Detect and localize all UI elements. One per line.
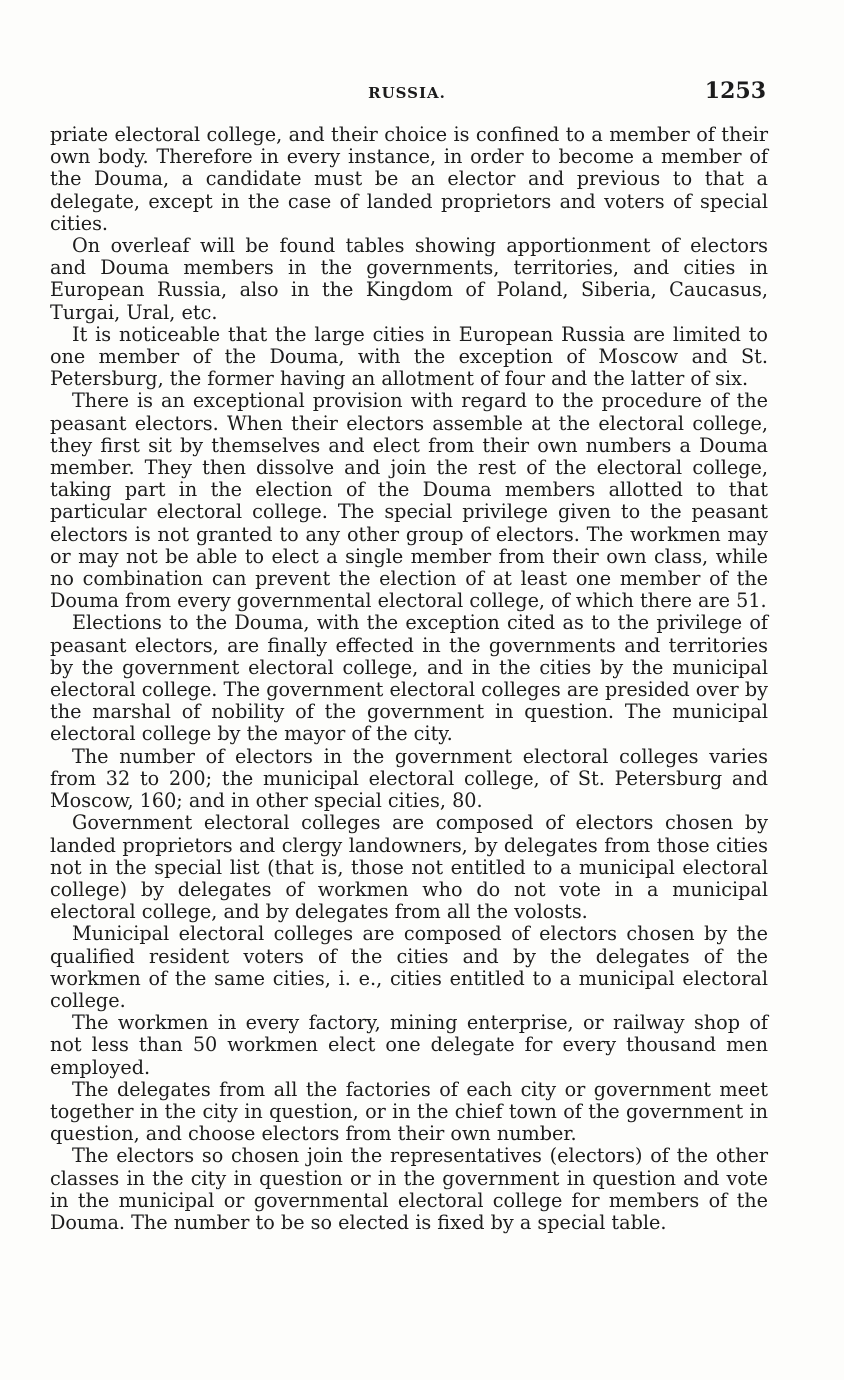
paragraph: Elections to the Douma, with the exception cited as to the privilege of peasant electors, are finally effected in the governments and territories by the government electoral college, and in the cities by the municipal electoral college. The government electoral colleges are presided over by the marshal of nobility of the government in question. The municipal electoral college by the mayor of the city. bbox=[50, 611, 768, 746]
page-header bbox=[48, 78, 766, 108]
paragraph: On overleaf will be found tables showing apportionment of electors and Douma members in the governments, territories, and cities in European Russia, also in the Kingdom of Poland, Siberia, Caucasus, Turgai, Ural, etc. bbox=[50, 234, 768, 324]
page-number: 1253 bbox=[704, 78, 766, 104]
paragraph: Government electoral colleges are composed of electors chosen by landed proprietors and clergy landowners, by delegates from those cities not in the special list (that is, those not entitled to a municipal electoral college) by delegates of workmen who do not vote in a municipal electoral college, and by delegates from all the volosts. bbox=[50, 811, 768, 924]
body-text bbox=[50, 124, 768, 1234]
paragraph-continuation: priate electoral college, and their choice is confined to a member of their own body. Therefore in every instance, in order to become a member of the Douma, a candidate must be an elector and previous to that a delegate, except in the case of landed proprietors and voters of special cities. bbox=[50, 123, 768, 235]
paragraph: Municipal electoral colleges are composed of electors chosen by the qualified resident voters of the cities and by the delegates of the workmen of the same cities, i. e., cities entitled to a municipal electoral college. bbox=[50, 922, 768, 1012]
paragraph: There is an exceptional provision with regard to the procedure of the peasant electors. When their electors assemble at the electoral college, they first sit by themselves and elect from their own numbers a Douma member. They then dissolve and join the rest of the electoral college, taking part in the election of the Douma members allotted to that particular electoral college. The special privilege given to the peasant electors is not granted to any other group of electors. The workmen may or may not be able to elect a single member from their own class, while no combination can prevent the election of at least one member of the Douma from every governmental electoral college, of which there are 51. bbox=[50, 389, 768, 613]
paragraph: The delegates from all the factories of each city or government meet together in the city in question, or in the chief town of the government in question, and choose electors from their own number. bbox=[50, 1077, 768, 1146]
paragraph: It is noticeable that the large cities in European Russia are limited to one member of the Douma, with the exception of Moscow and St. Petersburg, the former having an allotment of four and the latter of six. bbox=[50, 322, 768, 391]
paragraph: The workmen in every factory, mining enterprise, or railway shop of not less than 50 workmen elect one delegate for every thousand men employed. bbox=[50, 1011, 768, 1079]
paragraph: The number of electors in the government electoral colleges varies from 32 to 200; the municipal electoral college, of St. Petersburg and Moscow, 160; and in other special cities, 80. bbox=[50, 744, 768, 813]
paragraph: The electors so chosen join the representatives (electors) of the other classes in the city in question or in the government in question and vote in the municipal or governmental electoral college for members of the Douma. The number to be so elected is fixed by a special table. bbox=[50, 1144, 768, 1234]
running-title: RUSSIA. bbox=[368, 84, 446, 102]
